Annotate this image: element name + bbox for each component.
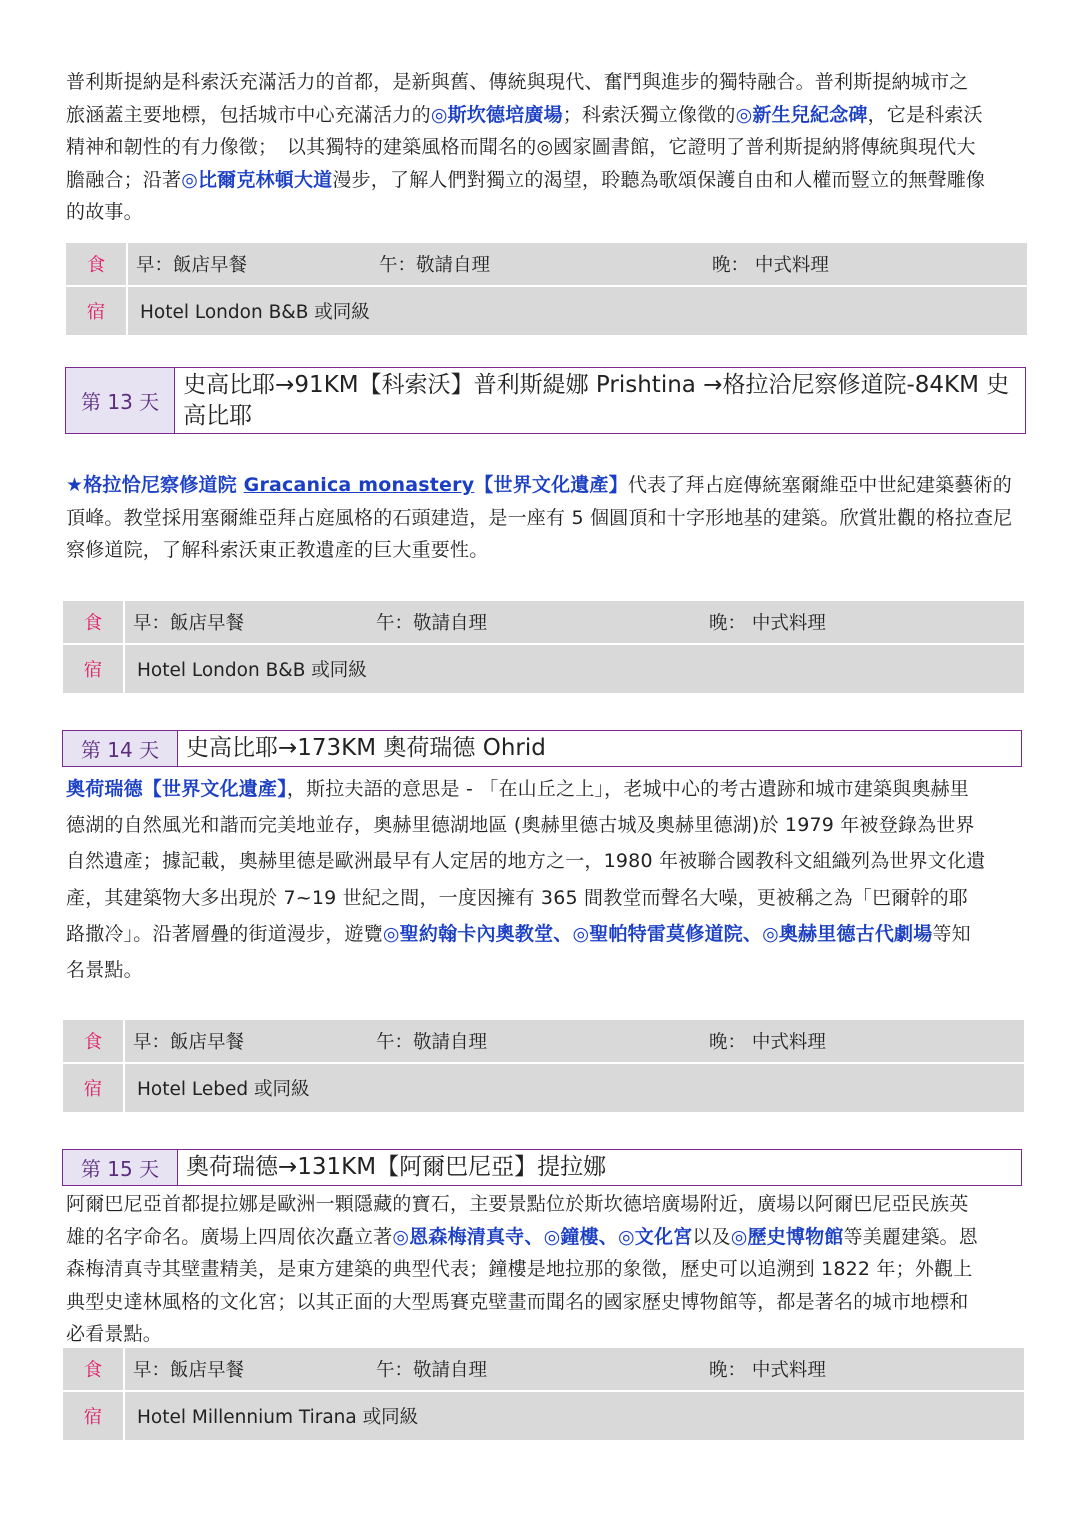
intro-highlight-2: ◎新生兒紀念碑 bbox=[735, 103, 868, 126]
dinner-cell: 晚： 中式料理 bbox=[704, 243, 1027, 286]
day-14-title: 史高比耶→173KM 奧荷瑞德 Ohrid bbox=[186, 735, 546, 761]
dinner-cell: 晚： 中式料理 bbox=[701, 1348, 1024, 1391]
day-13-highlight-1: ★格拉恰尼察修道院 bbox=[66, 474, 244, 496]
meal-table-4 bbox=[63, 1348, 1024, 1442]
food-label: 食 bbox=[63, 1348, 124, 1391]
intro-text-2: ；科索沃獨立像徵的 bbox=[562, 103, 736, 126]
day-15-text-3: 等美麗建築。恩森梅清真寺其壁畫精美，是東方建築的典型代表；鐘樓是地拉那的象徵，歷史可以追溯到 1822 年；外觀上典型史達林風格的文化宮；以其正面的大型馬賽克壁畫而聞名的國家歷史博物館等，都是著名的城市地標和必看景點。 bbox=[66, 1225, 978, 1345]
intro-text-4: 漫步，了解人們對獨立的渴望，聆聽為歌頌保護自由和人權而豎立的無聲雕像的故事。 bbox=[66, 168, 986, 223]
day-14-header bbox=[62, 730, 1022, 767]
day-15-text-2: 以及 bbox=[692, 1225, 731, 1248]
breakfast-cell: 早：飯店早餐 bbox=[124, 601, 368, 644]
lunch-cell: 午：敬請自理 bbox=[371, 243, 704, 286]
breakfast-cell: 早：飯店早餐 bbox=[127, 243, 371, 286]
hotel-cell: Hotel Lebed 或同級 bbox=[124, 1063, 1024, 1113]
food-label: 食 bbox=[63, 601, 124, 644]
lunch-cell: 午：敬請自理 bbox=[368, 1348, 701, 1391]
day-14-text-1: ，斯拉夫語的意思是 - 「在山丘之上」，老城中心的考古遺跡和城市建築與奧赫里德湖的自然風光和諧而完美地並存，奧赫里德湖地區 (奧赫里德古城及奧赫里德湖)於 1979 年被登錄為世界自然遺產；據記載，奧赫里德是歐洲最早有人定居的地方之一，1980 年被聯合國教科文組織列為世界文化遺產，其建築物大多出現於 7~19 世紀之間，一度因擁有 365 間教堂而聲名大噪，更被稱之為「巴爾幹的耶路撒冷」。沿著層疊的街道漫步，遊覽 bbox=[66, 778, 986, 945]
day-13-description bbox=[66, 469, 1028, 567]
day-15-text-1: 阿爾巴尼亞首都提拉娜是歐洲一顆隱藏的寶石，主要景點位於斯坎德培廣場附近，廣場以阿爾巴尼亞民族英雄的名字命名。廣場上四周依次矗立著 bbox=[66, 1193, 969, 1248]
stay-label: 宿 bbox=[63, 1063, 124, 1113]
day-15-description bbox=[66, 1188, 986, 1351]
hotel-cell: Hotel London B&B 或同級 bbox=[127, 286, 1027, 336]
hotel-cell: Hotel Millennium Tirana 或同級 bbox=[124, 1391, 1024, 1441]
day-14-tag: 第 14 天 bbox=[63, 731, 178, 766]
intro-highlight-3: ◎比爾克林頓大道 bbox=[181, 168, 333, 191]
food-label: 食 bbox=[66, 243, 127, 286]
day-15-tag: 第 15 天 bbox=[63, 1150, 178, 1185]
breakfast-cell: 早：飯店早餐 bbox=[124, 1020, 368, 1063]
day-15-highlight-1: ◎恩森梅清真寺、◎鐘樓、◎文化宮 bbox=[392, 1225, 693, 1248]
day-15-header bbox=[62, 1149, 1022, 1186]
day-13-tag: 第 13 天 bbox=[66, 368, 175, 433]
lunch-cell: 午：敬請自理 bbox=[368, 601, 701, 644]
day-15-title: 奧荷瑞德→131KM【阿爾巴尼亞】提拉娜 bbox=[186, 1154, 607, 1180]
stay-label: 宿 bbox=[63, 644, 124, 694]
intro-text-1: 普利斯提納是科索沃充滿活力的首都，是新與舊、傳統與現代、奮鬥與進步的獨特融合。普利斯提納城市之旅涵蓋主要地標，包括城市中心充滿活力的 bbox=[66, 71, 969, 126]
meal-table-3 bbox=[63, 1020, 1024, 1114]
stay-label: 宿 bbox=[66, 286, 127, 336]
day-13-highlight-2: 【世界文化遺產】 bbox=[474, 474, 628, 496]
dinner-cell: 晚： 中式料理 bbox=[701, 1020, 1024, 1063]
meal-table-2 bbox=[63, 601, 1024, 695]
intro-text-3: ，它是科索沃精神和韌性的有力像徵； 以其獨特的建築風格而聞名的◎國家圖書館，它證明了普利斯提納將傳統與現代大膽融合；沿著 bbox=[66, 103, 983, 191]
day-14-highlight-1: 奧荷瑞德【世界文化遺產】 bbox=[66, 778, 287, 800]
day-14-description bbox=[66, 771, 986, 988]
gracanica-link[interactable]: Gracanica monastery bbox=[243, 474, 475, 496]
day-15-highlight-2: ◎歷史博物館 bbox=[730, 1225, 844, 1248]
hotel-cell: Hotel London B&B 或同級 bbox=[124, 644, 1024, 694]
intro-highlight-1: ◎斯坎德培廣場 bbox=[430, 103, 563, 126]
stay-label: 宿 bbox=[63, 1391, 124, 1441]
day-13-header bbox=[65, 367, 1026, 434]
intro-paragraph bbox=[66, 66, 986, 229]
day-14-text-2: 等知名景點。 bbox=[66, 922, 971, 982]
day-13-title: 史高比耶→91KM【科索沃】普利斯緹娜 Prishtina →格拉洽尼察修道院-84KM 史高比耶 bbox=[183, 371, 1010, 429]
lunch-cell: 午：敬請自理 bbox=[368, 1020, 701, 1063]
food-label: 食 bbox=[63, 1020, 124, 1063]
meal-table-1 bbox=[66, 243, 1027, 337]
day-14-highlight-2: ◎聖約翰卡內奧教堂、◎聖帕特雷莫修道院、◎奧赫里德古代劇場 bbox=[382, 922, 933, 945]
dinner-cell: 晚： 中式料理 bbox=[701, 601, 1024, 644]
breakfast-cell: 早：飯店早餐 bbox=[124, 1348, 368, 1391]
day-13-text: 代表了拜占庭傳統塞爾維亞中世紀建築藝術的頂峰。教堂採用塞爾維亞拜占庭風格的石頭建造，是一座有 5 個圓頂和十字形地基的建築。欣賞壯觀的格拉查尼察修道院，了解科索沃東正教遺產的巨大重要性。 bbox=[66, 474, 1013, 561]
